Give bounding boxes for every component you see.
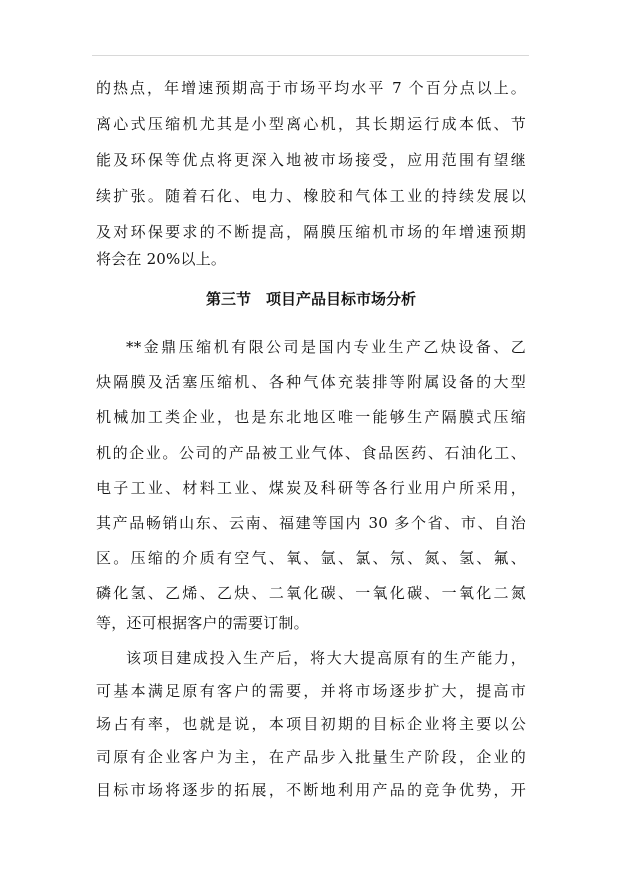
- para1-line-2: 离心式压缩机尤其是小型离心机，其长期运行成本低、节: [96, 115, 526, 133]
- para1-line-6: 将会在 20%以上。: [96, 250, 227, 268]
- para2-line-4: 机的企业。公司的产品被工业气体、食品医药、石油化工、: [96, 444, 526, 462]
- para1-line-1: 的热点，年增速预期高于市场平均水平 7 个百分点以上。: [96, 79, 526, 97]
- para2-line-6: 其产品畅销山东、云南、福建等国内 30 多个省、市、自治: [96, 514, 526, 532]
- para2-line-1: **金鼎压缩机有限公司是国内专业生产乙炔设备、乙: [126, 338, 526, 356]
- para1-line-3: 能及环保等优点将更深入地被市场接受，应用范围有望继: [96, 151, 526, 169]
- para2-line-3: 机械加工类企业，也是东北地区唯一能够生产隔膜式压缩: [96, 408, 526, 426]
- para2-line-8: 磷化氢、乙烯、乙炔、二氧化碳、一氧化碳、一氧化二氮: [96, 584, 526, 602]
- section-heading: 第三节 项目产品目标市场分析: [205, 290, 416, 308]
- para3-line-3: 场占有率，也就是说，本项目初期的目标企业将主要以公: [96, 715, 526, 733]
- para2-line-5: 电子工业、材料工业、煤炭及科研等各行业用户所采用，: [96, 479, 526, 497]
- para1-line-5: 及对环保要求的不断提高，隔膜压缩机市场的年增速预期: [96, 223, 526, 241]
- para3-line-1: 该项目建成投入生产后，将大大提高原有的生产能力，: [126, 649, 526, 667]
- para1-line-4: 续扩张。随着石化、电力、橡胶和气体工业的持续发展以: [96, 187, 526, 205]
- para2-line-9: 等，还可根据客户的需要订制。: [96, 614, 309, 632]
- para3-line-5: 目标市场将逐步的拓展，不断地利用产品的竞争优势，开: [96, 781, 526, 799]
- para2-line-7: 区。压缩的介质有空气、氧、氩、氯、氖、氮、氢、氟、: [96, 549, 526, 567]
- para3-line-4: 司原有企业客户为主，在产品步入批量生产阶段，企业的: [96, 748, 526, 766]
- para3-line-2: 可基本满足原有客户的需要，并将市场逐步扩大，提高市: [96, 682, 526, 700]
- header-rule: [92, 55, 529, 56]
- para2-line-2: 炔隔膜及活塞压缩机、各种气体充装排等附属设备的大型: [96, 373, 526, 391]
